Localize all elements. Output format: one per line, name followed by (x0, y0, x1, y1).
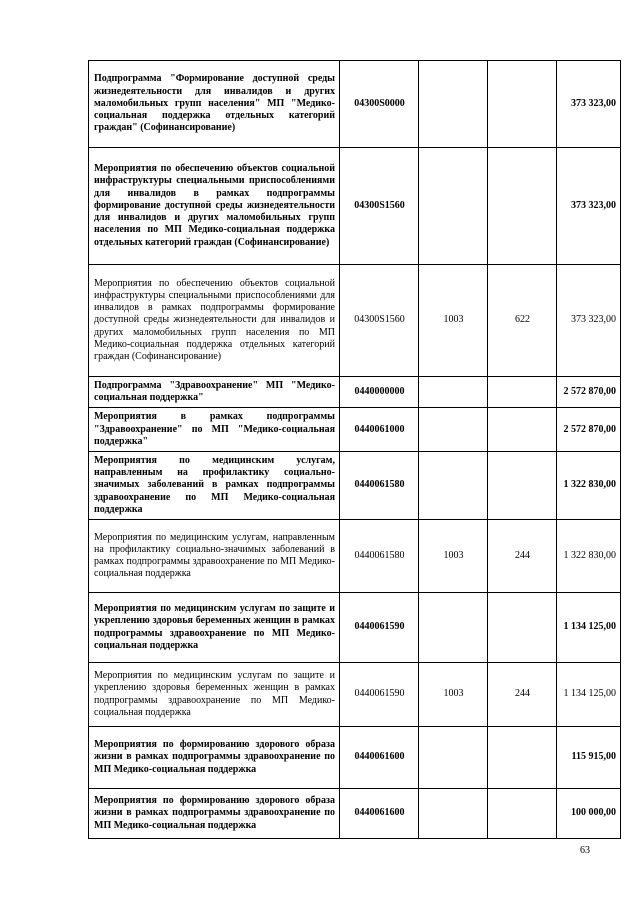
row-code: 0440061600 (340, 727, 419, 789)
row-section (419, 61, 488, 148)
table-row (89, 727, 621, 789)
row-name: Подпрограмма "Формирование доступной среды жизнедеятельности для инвалидов и других маломобильных групп населения" МП "Медико-социальная поддержка отдельных категорий граждан" (Софинансирование) (89, 61, 340, 148)
table-row (89, 408, 621, 452)
row-code: 0440061590 (340, 593, 419, 663)
row-name: Мероприятия по медицинским услугам по защите и укреплению здоровья беременных женщин в рамках подпрограммы здравоохранение по МП Медико-социальная поддержка (89, 663, 340, 727)
row-amount: 2 572 870,00 (557, 408, 621, 452)
row-section (419, 408, 488, 452)
table-row (89, 265, 621, 377)
budget-table-body (89, 61, 621, 839)
row-name: Мероприятия по формированию здорового образа жизни в рамках подпрограммы здравоохранение по МП Медико-социальная поддержка (89, 727, 340, 789)
row-code: 0440000000 (340, 377, 419, 408)
row-kind (488, 377, 557, 408)
row-section (419, 452, 488, 520)
row-name: Мероприятия по обеспечению объектов социальной инфраструктуры специальными приспособлениями для инвалидов в рамках подпрограммы формирование доступной среды жизнедеятельности для инвалидов и других маломобильных групп населения по МП Медико-социальная поддержка отдельных категорий граждан (Софинансирование) (89, 265, 340, 377)
row-section: 1003 (419, 663, 488, 727)
row-name: Подпрограмма "Здравоохранение" МП "Медико-социальная поддержка" (89, 377, 340, 408)
table-row (89, 593, 621, 663)
row-amount: 373 323,00 (557, 265, 621, 377)
row-code: 04300S1560 (340, 265, 419, 377)
row-amount: 100 000,00 (557, 789, 621, 839)
row-section: 1003 (419, 265, 488, 377)
row-code: 04300S0000 (340, 61, 419, 148)
row-amount: 1 322 830,00 (557, 520, 621, 593)
row-name: Мероприятия в рамках подпрограммы "Здравоохранение" по МП "Медико-социальная поддержка" (89, 408, 340, 452)
row-amount: 2 572 870,00 (557, 377, 621, 408)
page-number: 63 (580, 845, 590, 856)
row-kind (488, 408, 557, 452)
row-amount: 1 322 830,00 (557, 452, 621, 520)
row-amount: 1 134 125,00 (557, 663, 621, 727)
row-code: 0440061000 (340, 408, 419, 452)
row-name: Мероприятия по формированию здорового образа жизни в рамках подпрограммы здравоохранение по МП Медико-социальная поддержка (89, 789, 340, 839)
table-row (89, 452, 621, 520)
row-name: Мероприятия по медицинским услугам по защите и укреплению здоровья беременных женщин в рамках подпрограммы здравоохранение по МП Медико-социальная поддержка (89, 593, 340, 663)
table-row (89, 663, 621, 727)
row-code: 04300S1560 (340, 148, 419, 265)
row-kind (488, 452, 557, 520)
row-code: 0440061580 (340, 452, 419, 520)
row-amount: 115 915,00 (557, 727, 621, 789)
row-code: 0440061580 (340, 520, 419, 593)
row-amount: 1 134 125,00 (557, 593, 621, 663)
row-kind (488, 789, 557, 839)
budget-table (88, 60, 621, 839)
row-kind (488, 727, 557, 789)
row-code: 0440061590 (340, 663, 419, 727)
row-section: 1003 (419, 520, 488, 593)
row-name: Мероприятия по медицинским услугам, направленным на профилактику социально-значимых заболеваний в рамках подпрограммы здравоохранение по МП Медико-социальная поддержка (89, 452, 340, 520)
row-kind: 244 (488, 520, 557, 593)
table-row (89, 148, 621, 265)
table-row (89, 377, 621, 408)
row-section (419, 789, 488, 839)
row-section (419, 593, 488, 663)
row-kind (488, 148, 557, 265)
row-kind: 622 (488, 265, 557, 377)
row-name: Мероприятия по обеспечению объектов социальной инфраструктуры специальными приспособлениями для инвалидов в рамках подпрограммы формирование доступной среды жизнедеятельности для инвалидов и других маломобильных групп населения по МП Медико-социальная поддержка отдельных категорий граждан (Софинансирование) (89, 148, 340, 265)
table-row (89, 789, 621, 839)
row-section (419, 377, 488, 408)
table-row (89, 61, 621, 148)
row-name: Мероприятия по медицинским услугам, направленным на профилактику социально-значимых заболеваний в рамках подпрограммы здравоохранение по МП Медико-социальная поддержка (89, 520, 340, 593)
row-kind (488, 593, 557, 663)
table-row (89, 520, 621, 593)
row-code: 0440061600 (340, 789, 419, 839)
row-kind: 244 (488, 663, 557, 727)
row-kind (488, 61, 557, 148)
row-amount: 373 323,00 (557, 61, 621, 148)
row-section (419, 148, 488, 265)
row-section (419, 727, 488, 789)
row-amount: 373 323,00 (557, 148, 621, 265)
